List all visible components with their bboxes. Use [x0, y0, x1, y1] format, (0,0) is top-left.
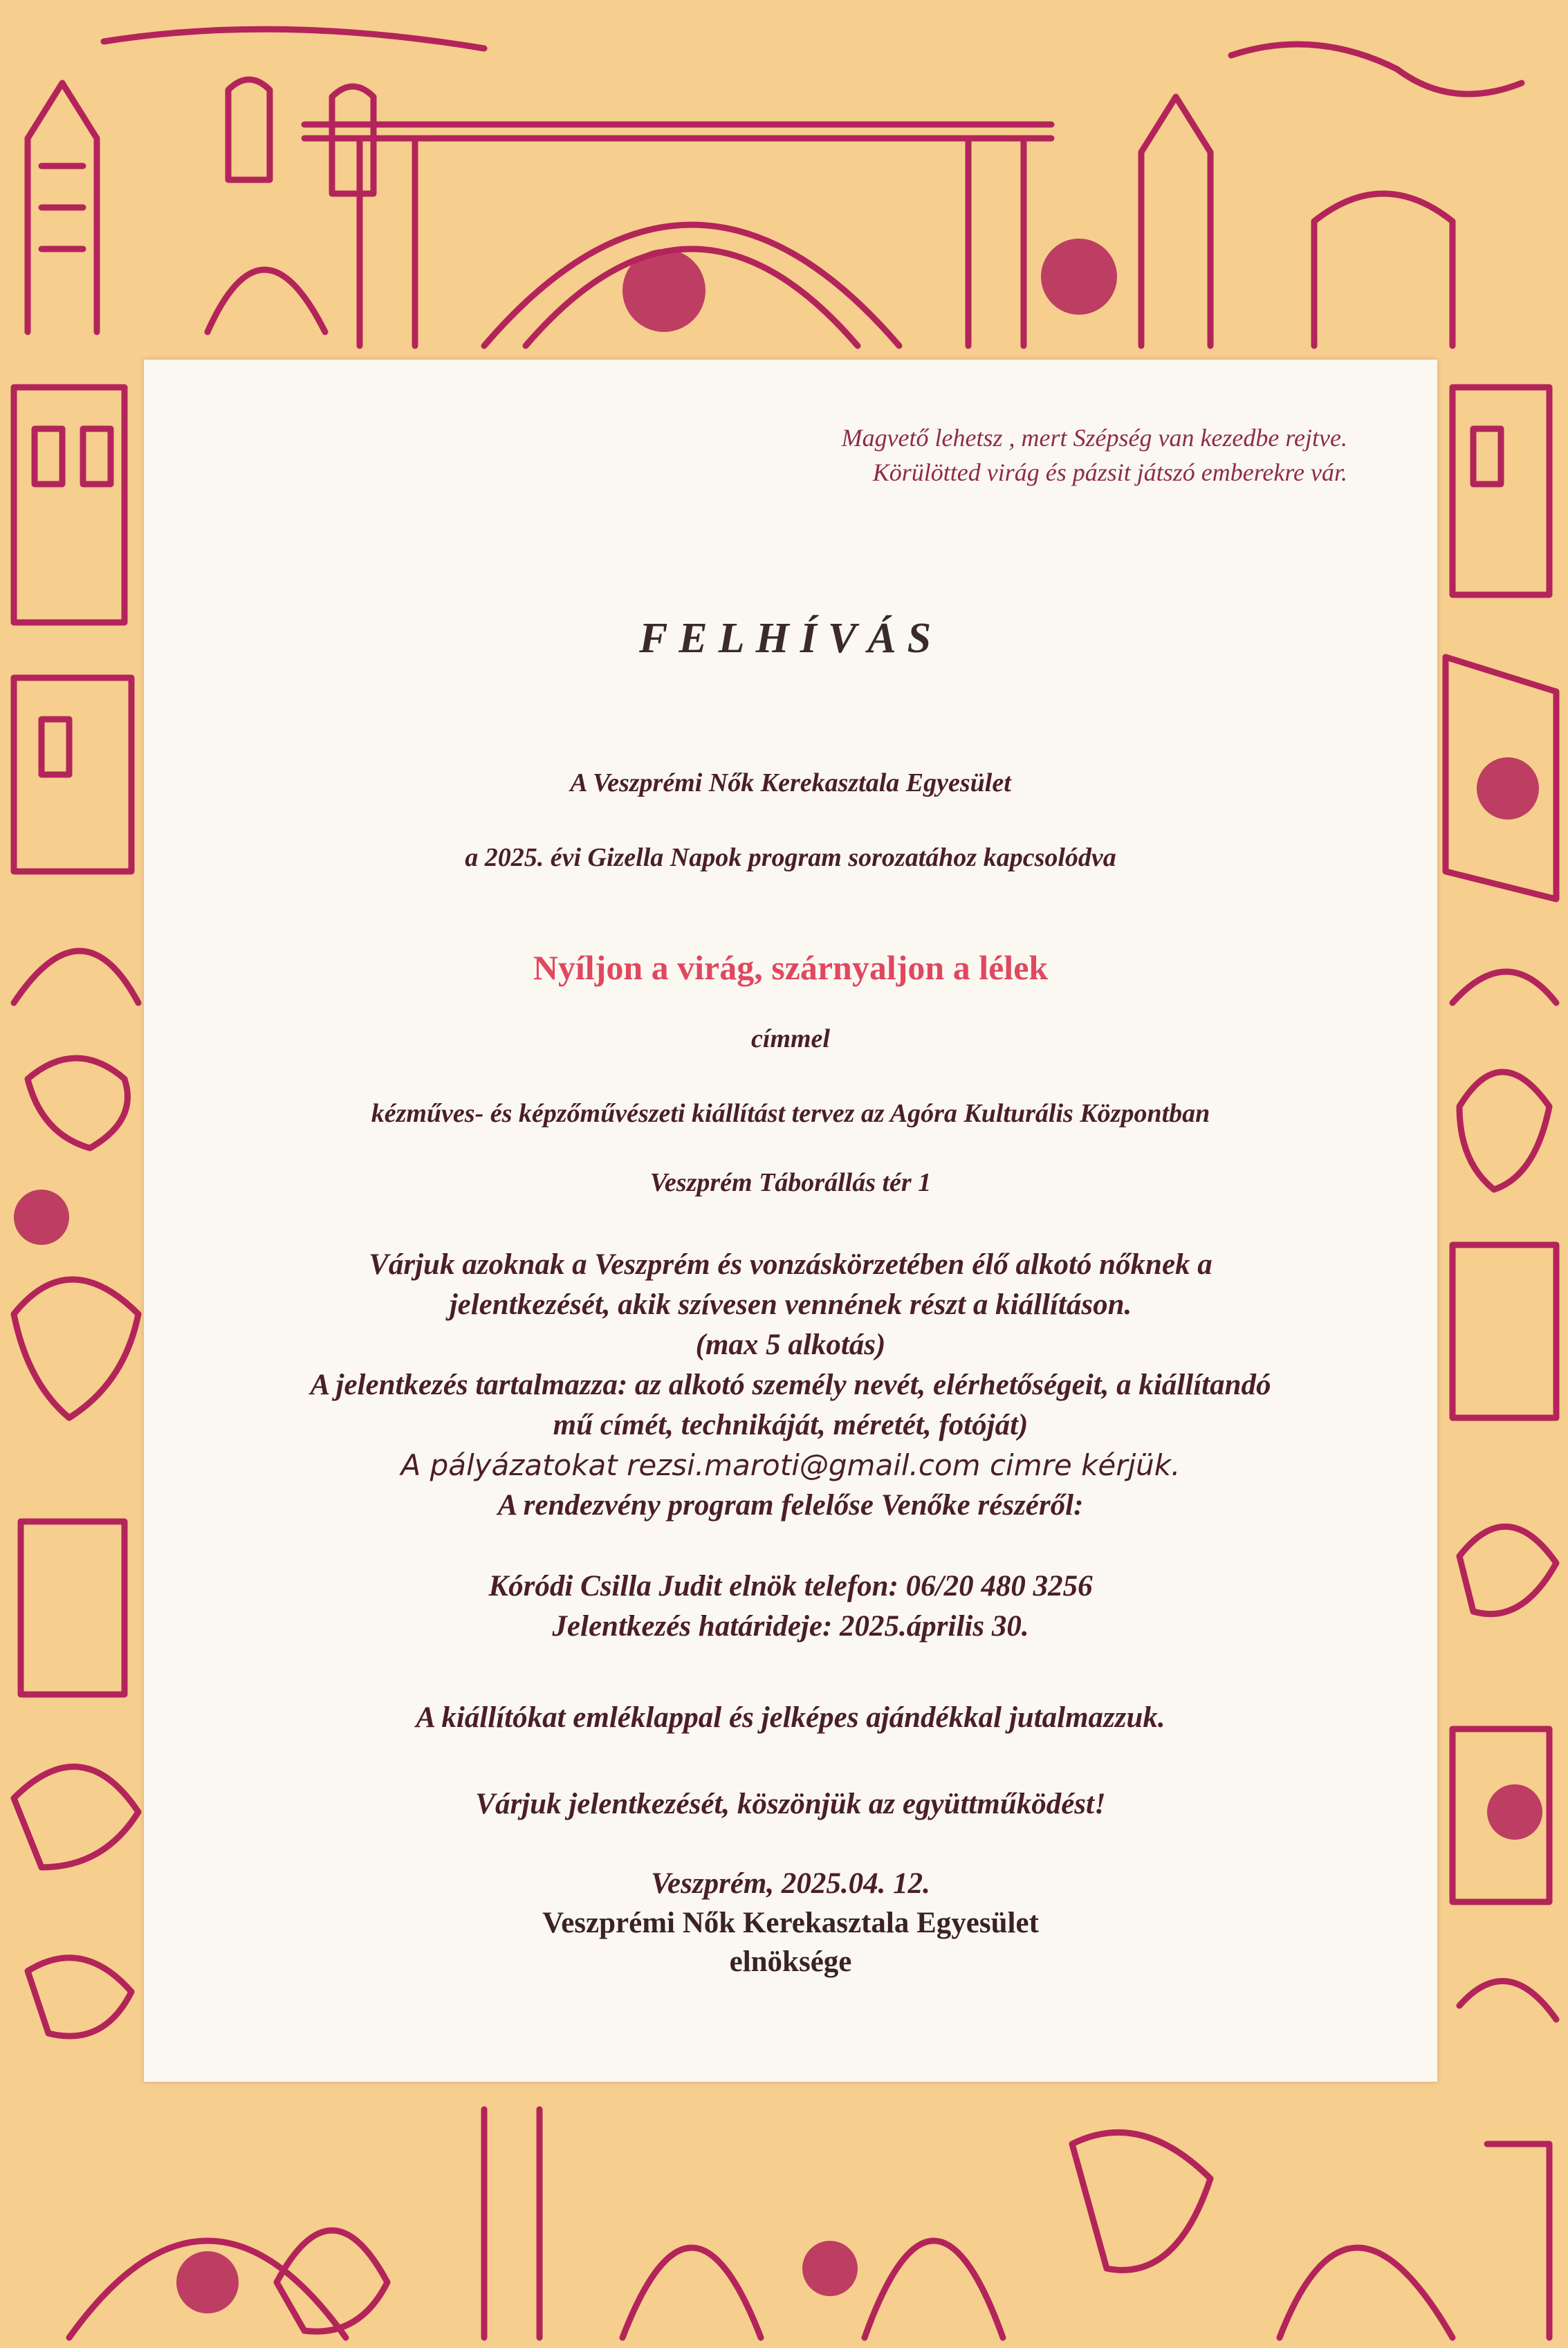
place-date: Veszprém, 2025.04. 12. — [651, 1867, 930, 1900]
contact-block — [144, 1566, 1437, 1647]
call-line-2: jelentkezését, akik szívesen vennének részt a kiállításon. — [449, 1288, 1132, 1321]
exhibition-description: kézműves- és képzőművészeti kiállítást tervez az Agóra Kulturális Központban — [371, 1099, 1210, 1128]
call-paragraph — [144, 1245, 1437, 1526]
deadline-line: Jelentkezés határideje: 2025.április 30. — [552, 1610, 1029, 1643]
call-line-4: A jelentkezés tartalmazza: az alkotó személy nevét, elérhetőségeit, a kiállítandó — [310, 1369, 1271, 1401]
reward-line: A kiállítókat emléklappal és jelképes ajándékkal jutalmazzuk. — [416, 1701, 1165, 1734]
responsible-line: A rendezvény program felelőse Venőke részéről: — [497, 1489, 1084, 1522]
call-line-1: Várjuk azoknak a Veszprém és vonzáskörzetében élő alkotó nőknek a — [369, 1248, 1212, 1281]
motto-poem — [517, 420, 1347, 490]
title-suffix: címmel — [751, 1024, 830, 1053]
signature-organization: Veszprémi Nők Kerekasztala Egyesület — [542, 1907, 1039, 1939]
signature-block — [144, 1864, 1437, 1981]
call-line-3: (max 5 alkotás) — [695, 1329, 886, 1361]
motto-line-1: Magvető lehetsz , mert Szépség van kezedbe rejtve. — [841, 424, 1347, 452]
call-line-5: mű címét, technikáját, méretét, fotóját) — [553, 1409, 1029, 1441]
email-line: A pályázatokat rezsi.maroti@gmail.com cimre kérjük. — [400, 1448, 1181, 1482]
thanks-line: Várjuk jelentkezését, köszönjük az együttműködést! — [475, 1788, 1106, 1820]
venue-address: Veszprém Táborállás tér 1 — [649, 1168, 932, 1197]
motto-line-2: Körülötted virág és pázsit játszó emberekre vár. — [872, 459, 1347, 486]
organization-line: A Veszprémi Nők Kerekasztala Egyesület — [570, 768, 1011, 797]
invitation-card — [144, 360, 1437, 2082]
exhibition-title: Nyíljon a virág, szárnyaljon a lélek — [533, 948, 1049, 987]
program-line: a 2025. évi Gizella Napok program sorozatához kapcsolódva — [465, 843, 1116, 872]
signature-role: elnöksége — [729, 1945, 852, 1978]
page-title: FELHÍVÁS — [638, 615, 943, 662]
contact-person: Kóródi Csilla Judit elnök telefon: 06/20 480 3256 — [488, 1570, 1093, 1602]
